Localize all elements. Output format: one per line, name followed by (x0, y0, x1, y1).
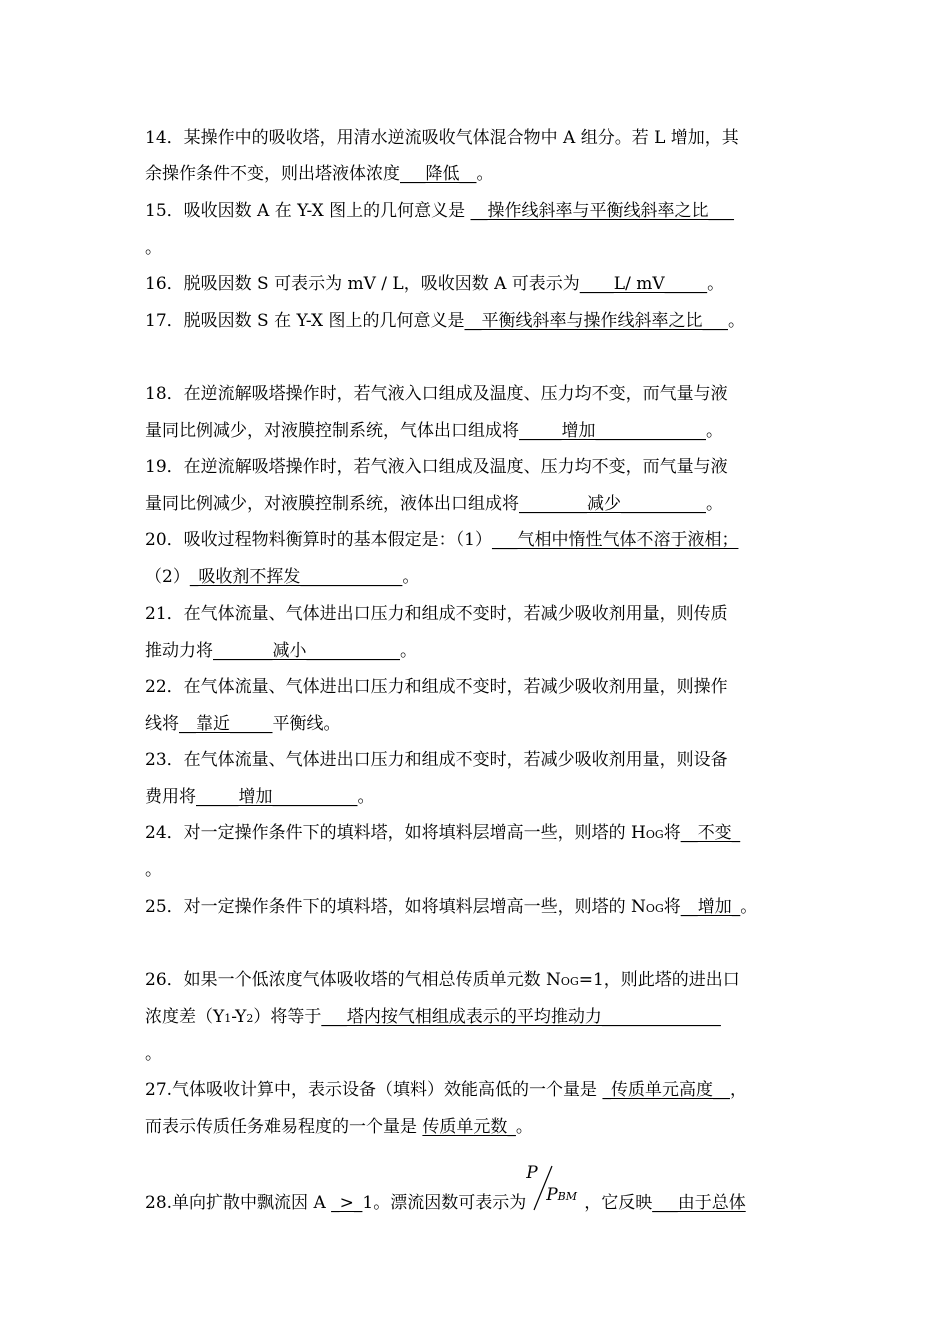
question-15-line-2 (145, 237, 162, 259)
question-21-text-2: 推动力将 (145, 641, 213, 661)
question-27-text: 27.气体吸收计算中，表示设备（填料）效能高低的一个量是 (145, 1080, 603, 1100)
question-14-line-2 (145, 163, 494, 185)
question-21-text: 21．在气体流量、气体进出口压力和组成不变时，若减少吸收剂用量，则传质 (145, 604, 728, 624)
question-22-text: 22．在气体流量、气体进出口压力和组成不变时，若减少吸收剂用量，则操作 (145, 677, 728, 697)
question-26-text-cont: =1，则此塔的进出口 (578, 970, 740, 990)
subscript: OG (560, 975, 579, 988)
drift-factor-formula (526, 1163, 584, 1218)
question-25-answer: __增加_ (680, 897, 741, 917)
question-14-line-1 (145, 127, 739, 149)
question-22-line-1 (145, 676, 728, 698)
question-20-answer-1: ___气相中惰性气体不溶于液相； (491, 530, 739, 550)
subscript: 2 (246, 1012, 254, 1025)
question-19-line-1 (145, 456, 728, 478)
question-18-answer: _____增加_____________ (519, 421, 706, 441)
period: 。 (145, 860, 162, 880)
question-23-line-1 (145, 749, 728, 771)
question-28-line (145, 1163, 746, 1218)
question-19-text-2: 量同比例减少，对液膜控制系统，液体出口组成将 (145, 494, 519, 514)
question-23-text-2: 费用将 (145, 787, 196, 807)
period: 。 (728, 311, 745, 331)
formula-denominator-p: P (546, 1185, 558, 1205)
question-25-line (145, 896, 757, 920)
question-28-text: 28.单向扩散中飘流因 A (145, 1193, 332, 1213)
question-23-text: 23．在气体流量、气体进出口压力和组成不变时，若减少吸收剂用量，则设备 (145, 750, 728, 770)
question-16-line (145, 273, 724, 295)
question-16-text: 16．脱吸因数 S 可表示为 mV / L，吸收因数 A 可表示为 (145, 274, 580, 294)
question-15-line-1 (145, 200, 734, 222)
question-22-line-2 (145, 713, 341, 735)
question-27-answer-1: _传质单元高度__ (602, 1080, 730, 1100)
question-20-line-2 (145, 566, 419, 588)
question-27-answer-2: 传质单元数_ (422, 1117, 516, 1137)
question-19-answer: ________减少__________ (519, 494, 706, 514)
question-25-mid: 将 (663, 897, 681, 917)
question-16-answer: ____L/ mV_____ (579, 274, 708, 294)
question-19-line-2 (145, 493, 723, 515)
question-26-line-1 (145, 969, 740, 993)
question-24-line-2 (145, 859, 162, 881)
question-26-text-3: -Y (231, 1007, 247, 1027)
period: 。 (357, 787, 375, 807)
question-19-text: 19．在逆流解吸塔操作时，若气液入口组成及温度、压力均不变，而气量与液 (145, 457, 728, 477)
question-26-line-3 (145, 1043, 162, 1065)
question-21-line-1 (145, 603, 728, 625)
period: 。 (706, 421, 723, 441)
question-18-text: 18．在逆流解吸塔操作时，若气液入口组成及温度、压力均不变，而气量与液 (145, 384, 728, 404)
question-15-text: 15．吸收因数 A 在 Y-X 图上的几何意义是 (145, 201, 471, 221)
question-28-answer-2: ___由于总体 (652, 1193, 746, 1213)
period: 。 (740, 897, 758, 917)
question-24-text: 24．对一定操作条件下的填料塔，如将填料层增高一些，则塔的 H (145, 823, 646, 843)
question-18-line-2 (145, 420, 723, 442)
question-26-text: 26．如果一个低浓度气体吸收塔的气相总传质单元数 N (145, 970, 561, 990)
question-26-text-4: ）将等于 (253, 1007, 322, 1027)
comma: ， (729, 1080, 747, 1100)
question-28-answer-1: _>_ (331, 1193, 363, 1213)
question-15-answer: __操作线斜率与平衡线斜率之比___ (470, 201, 735, 221)
formula-denominator (546, 1184, 577, 1208)
question-27-line-1 (145, 1079, 747, 1101)
period: 。 (145, 1044, 162, 1064)
question-22-answer: __靠近_____ (179, 714, 273, 734)
question-24-answer: __不变_ (680, 823, 741, 843)
period: 。 (706, 494, 723, 514)
period: 。 (402, 567, 420, 587)
question-27-line-2 (145, 1116, 533, 1138)
question-24-line-1 (145, 822, 740, 846)
question-26-text-2: 浓度差（Y (145, 1007, 225, 1027)
subscript: BM (557, 1190, 578, 1203)
question-25-text: 25．对一定操作条件下的填料塔，如将填料层增高一些，则塔的 N (145, 897, 646, 917)
question-17-text: 17．脱吸因数 S 在 Y-X 图上的几何意义是 (145, 311, 465, 331)
question-28-text-3: ，它反映 (584, 1193, 653, 1213)
question-17-answer: __平衡线斜率与操作线斜率之比___ (464, 311, 728, 331)
question-22-text-2: 线将 (145, 714, 179, 734)
subscript: OG (645, 902, 664, 915)
period: 。 (476, 164, 494, 184)
question-21-answer: _______减小___________ (213, 641, 400, 661)
period: 。 (400, 641, 417, 661)
subscript: OG (645, 828, 664, 841)
question-17-line (145, 310, 745, 332)
period: 。 (515, 1117, 533, 1137)
question-18-line-1 (145, 383, 728, 405)
question-28-text-2: 1。漂流因数可表示为 (362, 1193, 527, 1213)
question-20-answer-2: _吸收剂不挥发____________ (189, 567, 403, 587)
subscript: 1 (224, 1012, 232, 1025)
period: 。 (145, 238, 162, 258)
question-26-answer: ___塔内按气相组成表示的平均推动力______________ (321, 1007, 721, 1027)
question-18-text-2: 量同比例减少，对液膜控制系统，气体出口组成将 (145, 421, 519, 441)
question-27-text-2: 而表示传质任务难易程度的一个量是 (145, 1117, 423, 1137)
question-20-text-2: （2） (145, 567, 190, 587)
question-21-line-2 (145, 640, 417, 662)
question-23-answer: _____增加__________ (196, 787, 358, 807)
question-26-line-2 (145, 1006, 721, 1030)
question-20-line-1 (145, 529, 738, 551)
question-14-text: 14．某操作中的吸收塔，用清水逆流吸收气体混合物中 A 组分。若 L 增加，其 (145, 128, 739, 148)
question-14-text-2: 余操作条件不变，则出塔液体浓度 (145, 164, 400, 184)
period: 。 (707, 274, 725, 294)
question-24-mid: 将 (663, 823, 681, 843)
question-22-tail: 平衡线。 (272, 714, 341, 734)
question-14-answer: ___降低__ (400, 164, 477, 184)
question-23-line-2 (145, 786, 375, 808)
question-20-text: 20．吸收过程物料衡算时的基本假定是：（1） (145, 530, 492, 550)
formula-numerator: P (526, 1163, 538, 1183)
